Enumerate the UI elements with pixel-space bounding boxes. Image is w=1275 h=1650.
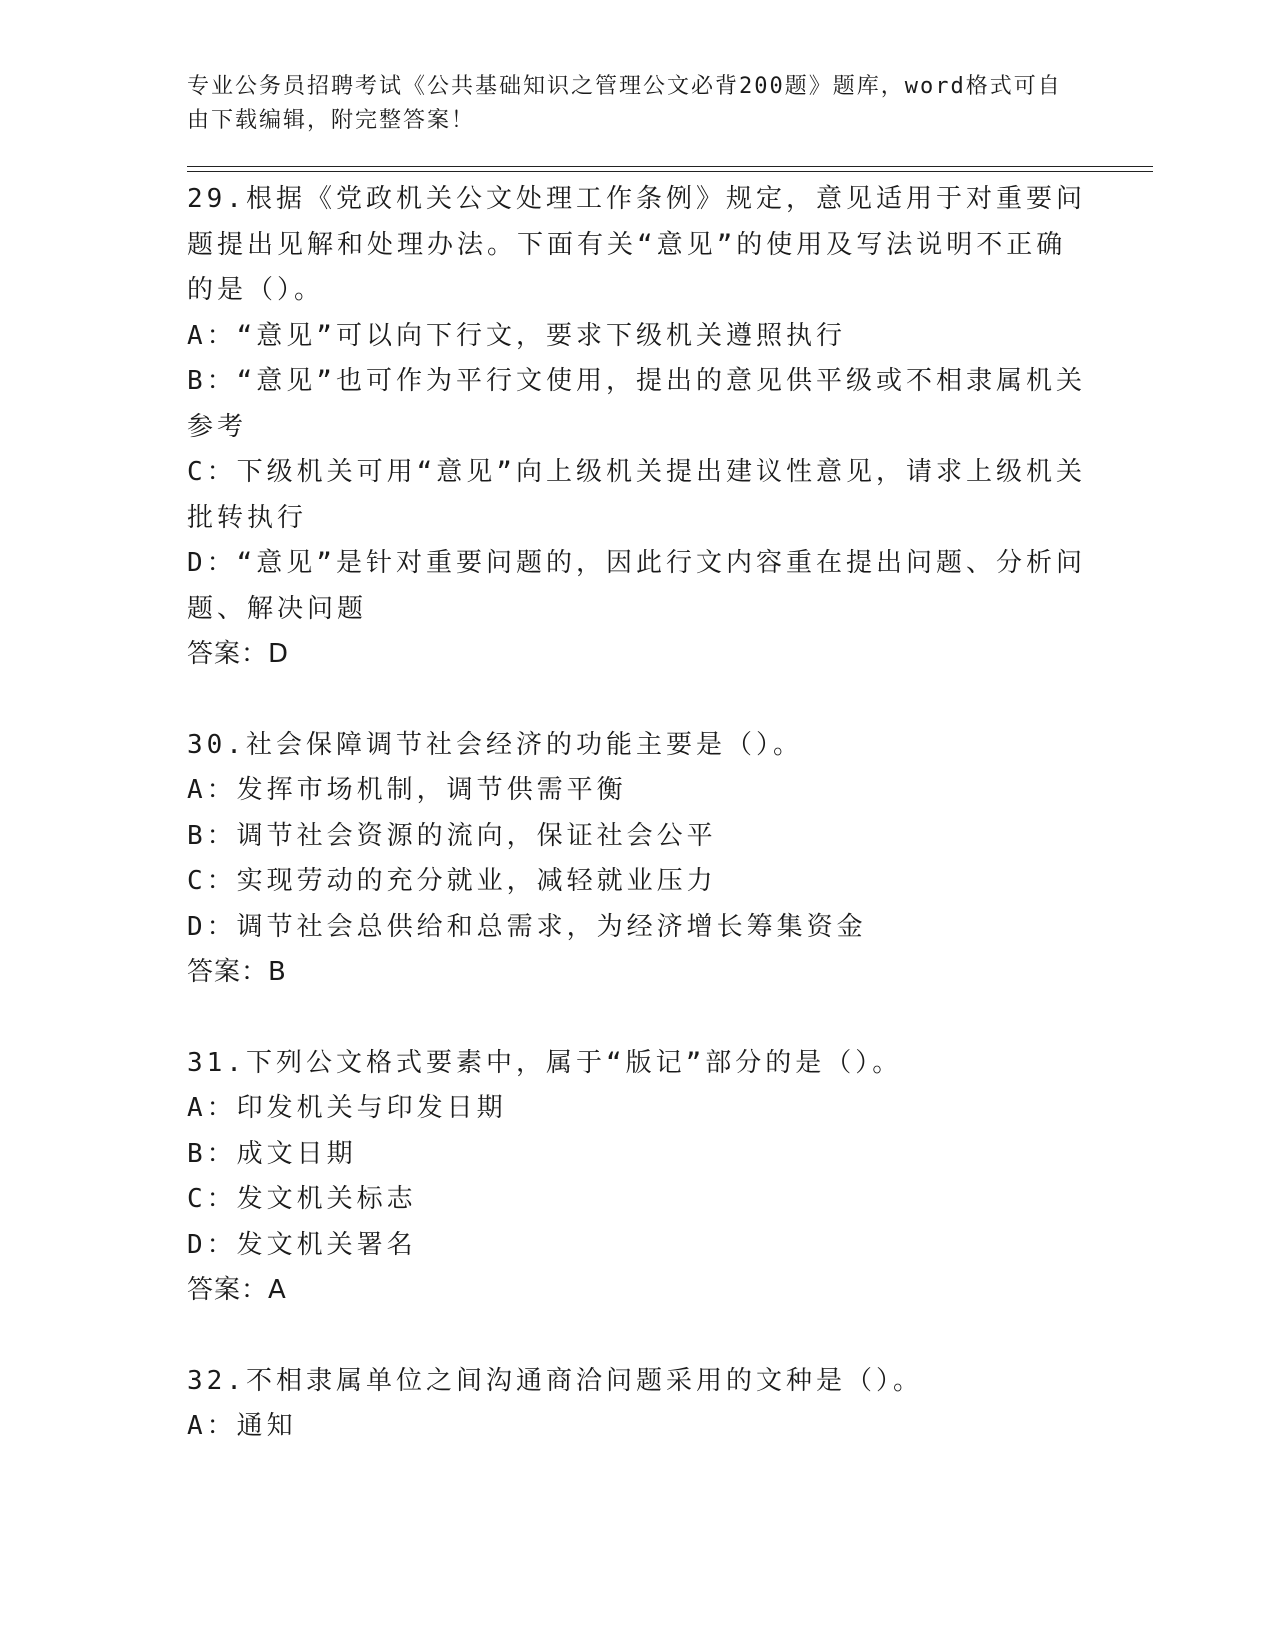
question-stem: 30.社会保障调节社会经济的功能主要是（）。	[187, 729, 803, 760]
header-double-rule	[187, 166, 1153, 172]
question-stem: 31.下列公文格式要素中，属于“版记”部分的是（）。	[187, 1047, 903, 1078]
question-29	[187, 177, 1087, 678]
option-c: C：发文机关标志	[187, 1184, 417, 1214]
question-list	[187, 177, 1157, 1450]
option-a: A：印发机关与印发日期	[187, 1093, 507, 1123]
document-header: 专业公务员招聘考试《公共基础知识之管理公文必背200题》题库，word格式可自由下载编辑，附完整答案！	[187, 74, 1062, 133]
option-d: D：“意见”是针对重要问题的，因此行文内容重在提出问题、分析问题、解决问题	[187, 548, 1086, 624]
option-c: C：实现劳动的充分就业，减轻就业压力	[187, 866, 717, 896]
question-32	[187, 1359, 1087, 1450]
option-b: B：调节社会资源的流向，保证社会公平	[187, 820, 717, 851]
question-30	[187, 723, 1087, 996]
question-stem: 32.不相隶属单位之间沟通商洽问题采用的文种是（）。	[187, 1365, 923, 1396]
option-d: D：发文机关署名	[187, 1229, 417, 1260]
question-31	[187, 1041, 1087, 1314]
option-a: A：通知	[187, 1411, 297, 1441]
option-a: A：“意见”可以向下行文，要求下级机关遵照执行	[187, 320, 846, 351]
question-stem: 29.根据《党政机关公文处理工作条例》规定，意见适用于对重要问题提出见解和处理办法。下面有关“意见”的使用及写法说明不正确的是（）。	[187, 184, 1086, 305]
option-b: B：成文日期	[187, 1138, 357, 1169]
option-b: B：“意见”也可作为平行文使用，提出的意见供平级或不相隶属机关参考	[187, 366, 1086, 442]
answer-label: 答案：B	[187, 957, 287, 987]
option-d: D：调节社会总供给和总需求，为经济增长筹集资金	[187, 911, 867, 942]
option-a: A：发挥市场机制，调节供需平衡	[187, 775, 627, 805]
answer-label: 答案：A	[187, 1275, 287, 1305]
option-c: C：下级机关可用“意见”向上级机关提出建议性意见，请求上级机关批转执行	[187, 457, 1086, 533]
answer-label: 答案：D	[187, 639, 290, 669]
document-page	[187, 70, 1157, 1495]
